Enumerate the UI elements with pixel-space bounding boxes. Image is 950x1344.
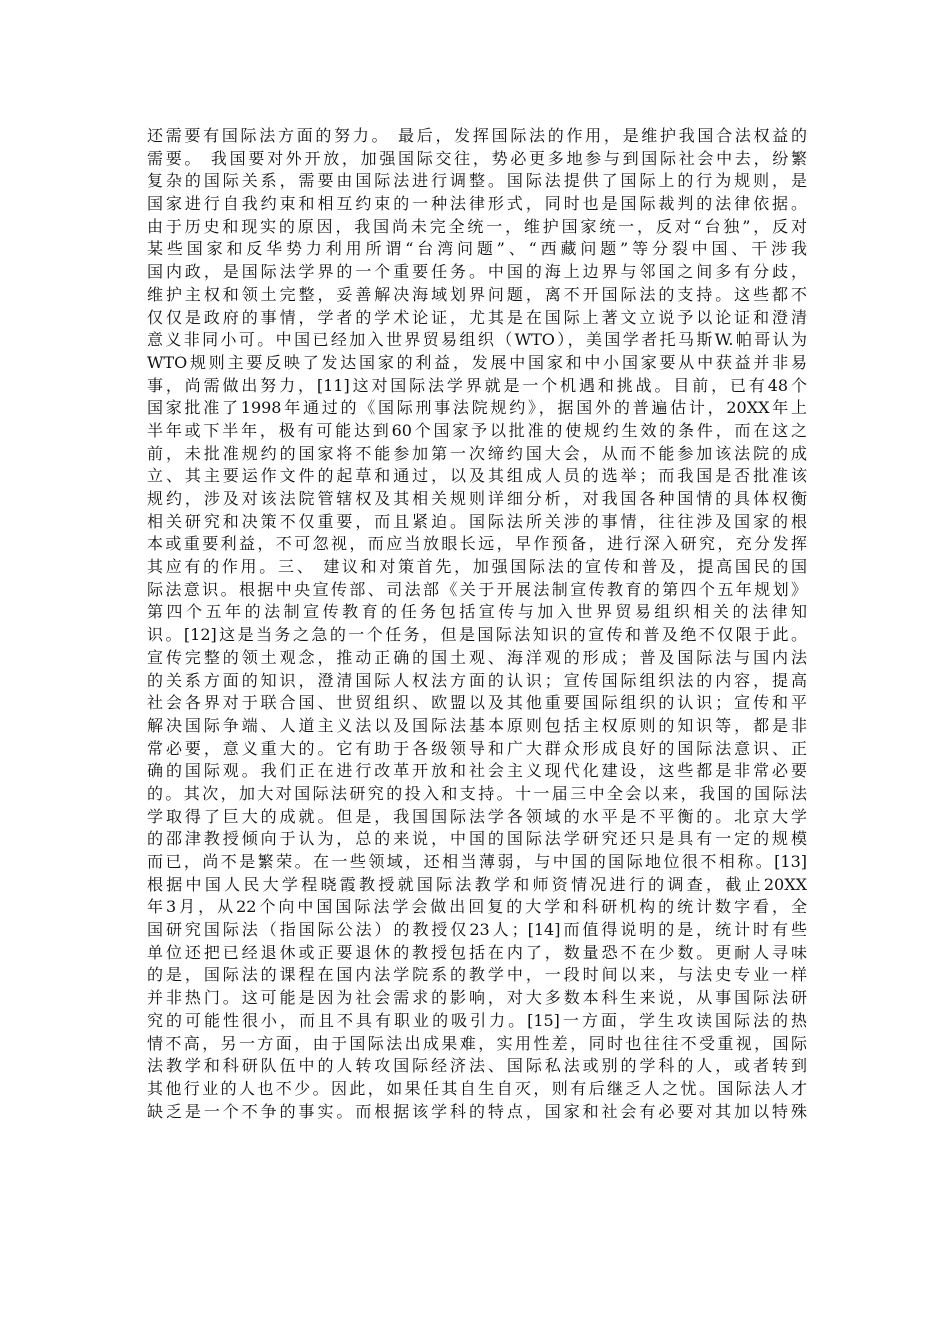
text-line: 仅仅是政府的事情，学者的学术论证，尤其是在国际上著文立说予以论证和澄清 — [147, 307, 807, 327]
text-line: 的。其次，加大对国际法研究的投入和支持。十一届三中全会以来，我国的国际法 — [147, 783, 807, 803]
text-line: 立、其主要运作文件的起草和通过，以及其组成人员的选举；而我国是否批准该 — [147, 466, 807, 486]
text-line: 际法意识。根据中央宣传部、司法部《关于开展法制宣传教育的第四个五年规划》 — [147, 579, 807, 599]
text-line: 其他行业的人也不少。因此，如果任其自生自灭，则有后继乏人之忧。国际法人才 — [147, 1078, 807, 1098]
text-line: 国家进行自我约束和相互约束的一种法律形式，同时也是国际裁判的法律依据。 — [147, 194, 807, 214]
text-line: 的邵津教授倾向于认为，总的来说，中国的国际法学研究还只是具有一定的规模 — [147, 829, 807, 849]
text-line: 本或重要利益，不可忽视，而应当放眼长远，早作预备，进行深入研究，充分发挥 — [147, 534, 807, 554]
text-line: 事，尚需做出努力，[11]这对国际法学界就是一个机遇和挑战。目前，已有48个 — [147, 375, 807, 395]
text-line: 相关研究和决策不仅重要，而且紧迫。国际法所关涉的事情，往往涉及国家的根 — [147, 511, 807, 531]
text-line: 确的国际观。我们正在进行改革开放和社会主义现代化建设，这些都是非常必要 — [147, 761, 807, 781]
text-line: 国内政，是国际法学界的一个重要任务。中国的海上边界与邻国之间多有分歧， — [147, 262, 807, 282]
text-line: 社会各界对于联合国、世贸组织、欧盟以及其他重要国际组织的认识；宣传和平 — [147, 693, 807, 713]
text-line: 的是，国际法的课程在国内法学院系的教学中，一段时间以来，与法史专业一样 — [147, 965, 807, 985]
text-line: 学取得了巨大的成就。但是，我国国际法学各领域的水平是不平衡的。北京大学 — [147, 806, 807, 826]
text-line: 国研究国际法（指国际公法）的教授仅23人；[14]而值得说明的是，统计时有些 — [147, 920, 807, 940]
text-line: 的关系方面的知识，澄清国际人权法方面的认识；宣传国际组织法的内容，提高 — [147, 670, 807, 690]
text-line: 意义非同小可。中国已经加入世界贸易组织（WTO），美国学者托马斯W.帕哥认为 — [147, 330, 807, 350]
text-line: 复杂的国际关系，需要由国际法进行调整。国际法提供了国际上的行为规则，是 — [147, 171, 807, 191]
text-line: 法教学和科研队伍中的人转攻国际经济法、国际私法或别的学科的人，或者转到 — [147, 1056, 807, 1076]
text-line: 究的可能性很小，而且不具有职业的吸引力。[15]一方面，学生攻读国际法的热 — [147, 1010, 807, 1030]
text-line: 识。[12]这是当务之急的一个任务，但是国际法知识的宣传和普及绝不仅限于此。 — [147, 625, 807, 645]
text-line: 宣传完整的领土观念，推动正确的国土观、海洋观的形成；普及国际法与国内法 — [147, 647, 807, 667]
text-line: 前，未批准规约的国家将不能参加第一次缔约国大会，从而不能参加该法院的成 — [147, 443, 807, 463]
text-line: 半年或下半年，极有可能达到60个国家予以批准的使规约生效的条件，而在这之 — [147, 420, 807, 440]
text-line: 需要。 我国要对外开放，加强国际交往，势必更多地参与到国际社会中去，纷繁 — [147, 148, 807, 168]
text-line: 规约，涉及对该法院管辖权及其相关规则详细分析，对我国各种国情的具体权衡 — [147, 489, 807, 508]
text-line: 情不高，另一方面，由于国际法出成果难，实用性差，同时也往往不受重视，国际 — [147, 1033, 807, 1053]
text-line: 常必要，意义重大的。它有助于各级领导和广大群众形成良好的国际法意识、正 — [147, 738, 807, 758]
text-line: 解决国际争端、人道主义法以及国际法基本原则包括主权原则的知识等，都是非 — [147, 715, 807, 735]
text-line: 还需要有国际法方面的努力。 最后，发挥国际法的作用，是维护我国合法权益的 — [147, 126, 807, 145]
text-line: 并非热门。这可能是因为社会需求的影响，对大多数本科生来说，从事国际法研 — [147, 988, 807, 1008]
text-line: 由于历史和现实的原因，我国尚未完全统一，维护国家统一，反对“台独”，反对 — [147, 216, 807, 236]
text-line: 维护主权和领土完整，妥善解决海域划界问题，离不开国际法的支持。这些都不 — [147, 284, 807, 304]
text-line: 国家批准了1998年通过的《国际刑事法院规约》，据国外的普遍估计，20XX年上 — [147, 398, 807, 418]
text-line: 年3月，从22个向中国国际法学会做出回复的大学和科研机构的统计数字看，全 — [147, 897, 807, 917]
text-line: WTO规则主要反映了发达国家的利益，发展中国家和中小国家要从中获益并非易 — [147, 352, 807, 372]
text-line: 单位还把已经退休或正要退休的教授包括在内了，数量恐不在少数。更耐人寻味 — [147, 942, 807, 962]
document-body — [147, 125, 807, 1123]
text-line: 某些国家和反华势力利用所谓“台湾问题”、“西藏问题”等分裂中国、干涉我 — [147, 239, 807, 259]
text-line: 第四个五年的法制宣传教育的任务包括宣传与加入世界贸易组织相关的法律知 — [147, 602, 807, 622]
text-line: 而已，尚不是繁荣。在一些领域，还相当薄弱，与中国的国际地位很不相称。[13] — [147, 852, 807, 871]
text-line: 其应有的作用。三、 建议和对策首先，加强国际法的宣传和普及，提高国民的国 — [147, 557, 807, 577]
text-line: 根据中国人民大学程晓霞教授就国际法教学和师资情况进行的调查，截止20XX — [147, 874, 807, 894]
text-line: 缺乏是一个不争的事实。而根据该学科的特点，国家和社会有必要对其加以特殊 — [147, 1101, 807, 1121]
